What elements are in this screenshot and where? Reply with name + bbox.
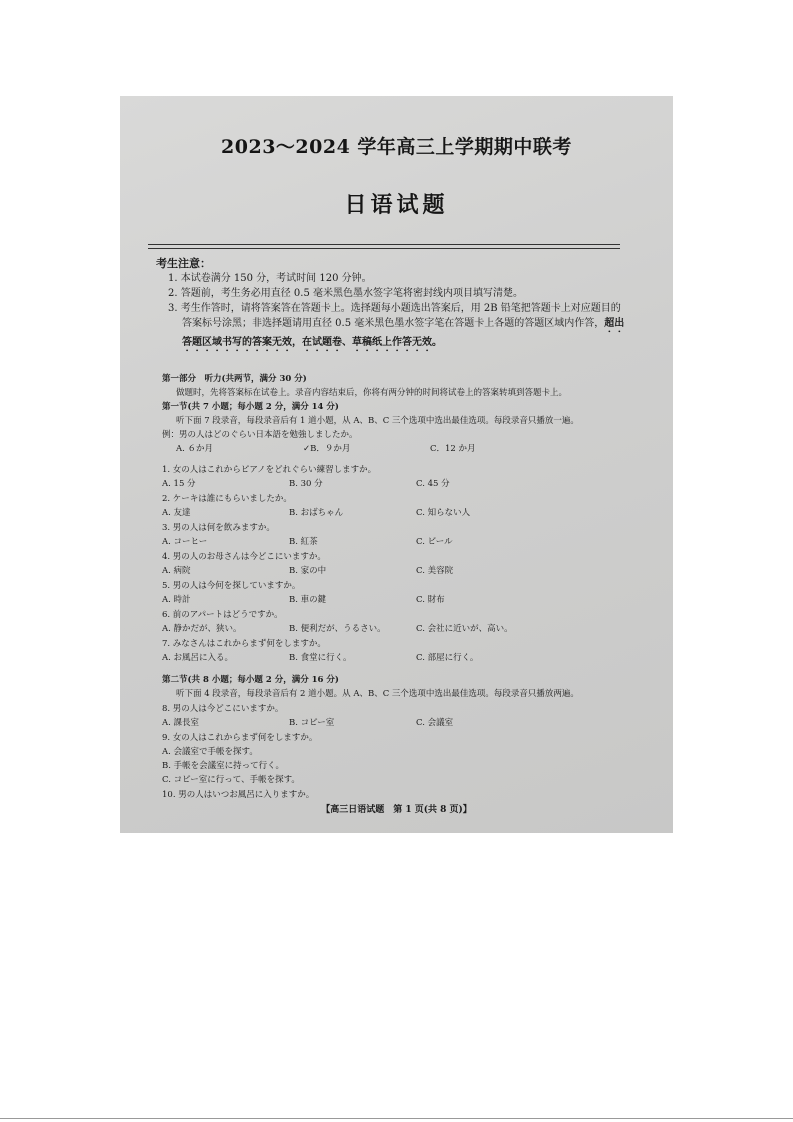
page-footer: 【高三日语试题 第 1 页(共 8 页)】 [321, 805, 472, 815]
options [162, 564, 632, 578]
notice-item [156, 301, 626, 354]
listening-part [162, 372, 632, 802]
notice-item-text: 3. 考生作答时，请将答案答在答题卡上。选择题每小题选出答案后，用 2B 铅笔把答题卡上对应题目的答案标号涂黑；非选择题请用直径 0.5 毫米黑色墨水签字笔在答题卡上各题的答题区域内作答， [168, 303, 621, 329]
exam-photo [120, 96, 673, 833]
option-b: ✓B．９か月 [303, 444, 351, 454]
option-a: A. 静かだが、狭い。 [162, 624, 242, 634]
option-b: B. 家の中 [289, 566, 327, 576]
option-c: C. 財布 [416, 595, 445, 605]
example-options [162, 442, 632, 456]
option-a: A. 課長室 [162, 718, 200, 728]
part-title: 第一部分 听力(共两节，满分 30 分) [162, 374, 307, 384]
option-c: C. 部屋に行く。 [416, 653, 479, 663]
options [162, 622, 632, 636]
section1-title: 第一节(共 7 小题；每小题 2 分，满分 14 分) [162, 402, 339, 412]
question-list [162, 463, 632, 665]
option-c: C. 知らない人 [416, 508, 471, 518]
question: 9. 女の人はこれからまず何をしますか。 [162, 733, 318, 743]
question: 4. 男の人のお母さんは今どこにいますか。 [162, 552, 326, 562]
section2-title: 第二节(共 8 小题；每小题 2 分，满分 16 分) [162, 675, 339, 685]
question: 2. ケーキは誰にもらいましたか。 [162, 494, 292, 504]
notice-block [156, 256, 626, 354]
option-c: C. 会議室 [416, 718, 454, 728]
options [162, 651, 632, 665]
option-a: A. 時計 [162, 595, 191, 605]
option-c: C. 会社に近いが、高い。 [416, 624, 513, 634]
option-a: A. 15 分 [162, 479, 196, 489]
notice-item: 1. 本试卷满分 150 分，考试时间 120 分钟。 [168, 273, 372, 284]
notice-heading: 考生注意： [156, 257, 211, 270]
page-bottom-rule [0, 1118, 793, 1119]
question: 6. 前のアパートはどうですか。 [162, 610, 283, 620]
option-a: A. コーヒー [162, 537, 208, 547]
option-b: B. 便利だが、うるさい。 [289, 624, 386, 634]
options [162, 506, 632, 520]
option-b: B. 車の鍵 [289, 595, 327, 605]
option-line: A. 会議室で手帳を探す。 [162, 747, 258, 757]
options [162, 716, 632, 730]
options [162, 593, 632, 607]
section2-intro: 听下面 4 段录音，每段录音后有 2 道小题。从 A、B、C 三个选项中选出最佳选项。每段录音只播放两遍。 [176, 689, 579, 699]
option-line: B. 手帳を会議室に持って行く。 [162, 761, 284, 771]
options [162, 535, 632, 549]
option-b: B. 紅茶 [289, 537, 318, 547]
exam-title: 2023～2024 学年高三上学期期中联考 [221, 136, 572, 158]
divider-top [148, 244, 620, 245]
option-c: C．12 か月 [430, 444, 476, 454]
option-b: B. おばちゃん [289, 508, 344, 518]
option-line: C. コピー室に行って、手帳を探す。 [162, 775, 300, 785]
option-a: A. お風呂に入る。 [162, 653, 234, 663]
exam-subject: 日语试题 [344, 192, 449, 218]
question: 5. 男の人は今何を探していますか。 [162, 581, 301, 591]
notice-emphasis: 超出答题区域书写的答案无效，在试题卷、草稿纸上作答无效。 [182, 318, 625, 348]
option-a: A. 病院 [162, 566, 191, 576]
option-a: A. ６か月 [176, 444, 214, 454]
section1-intro: 听下面 7 段录音，每段录音后有 1 道小题，从 A、B、C 三个选项中选出最佳选项。每段录音只播放一遍。 [176, 416, 579, 426]
question: 8. 男の人は今どこにいますか。 [162, 704, 284, 714]
option-a: A. 友達 [162, 508, 191, 518]
example-question: 例：男の人はどのぐらい日本語を勉強しましたか。 [162, 430, 358, 440]
divider-bottom [148, 248, 620, 249]
options [162, 477, 632, 491]
option-c: C. 美容院 [416, 566, 454, 576]
option-c: C. 45 分 [416, 479, 450, 489]
option-b: B. 食堂に行く。 [289, 653, 352, 663]
option-c: C. ビール [416, 537, 453, 547]
notice-item: 2. 答题前，考生务必用直径 0.5 毫米黑色墨水签字笔将密封线内项目填写清楚。 [168, 288, 523, 299]
question: 1. 女の人はこれからピアノをどれぐらい練習しますか。 [162, 465, 377, 475]
option-b: B. コピー室 [289, 718, 335, 728]
question: 3. 男の人は何を飲みますか。 [162, 523, 275, 533]
option-b: B. 30 分 [289, 479, 323, 489]
question: 10. 男の人はいつお風呂に入りますか。 [162, 790, 315, 800]
part-intro: 做题时，先将答案标在试卷上。录音内容结束后，你将有两分钟的时间将试卷上的答案转填到答题卡上。 [176, 388, 568, 398]
question: 7. みなさんはこれからまず何をしますか。 [162, 639, 326, 649]
